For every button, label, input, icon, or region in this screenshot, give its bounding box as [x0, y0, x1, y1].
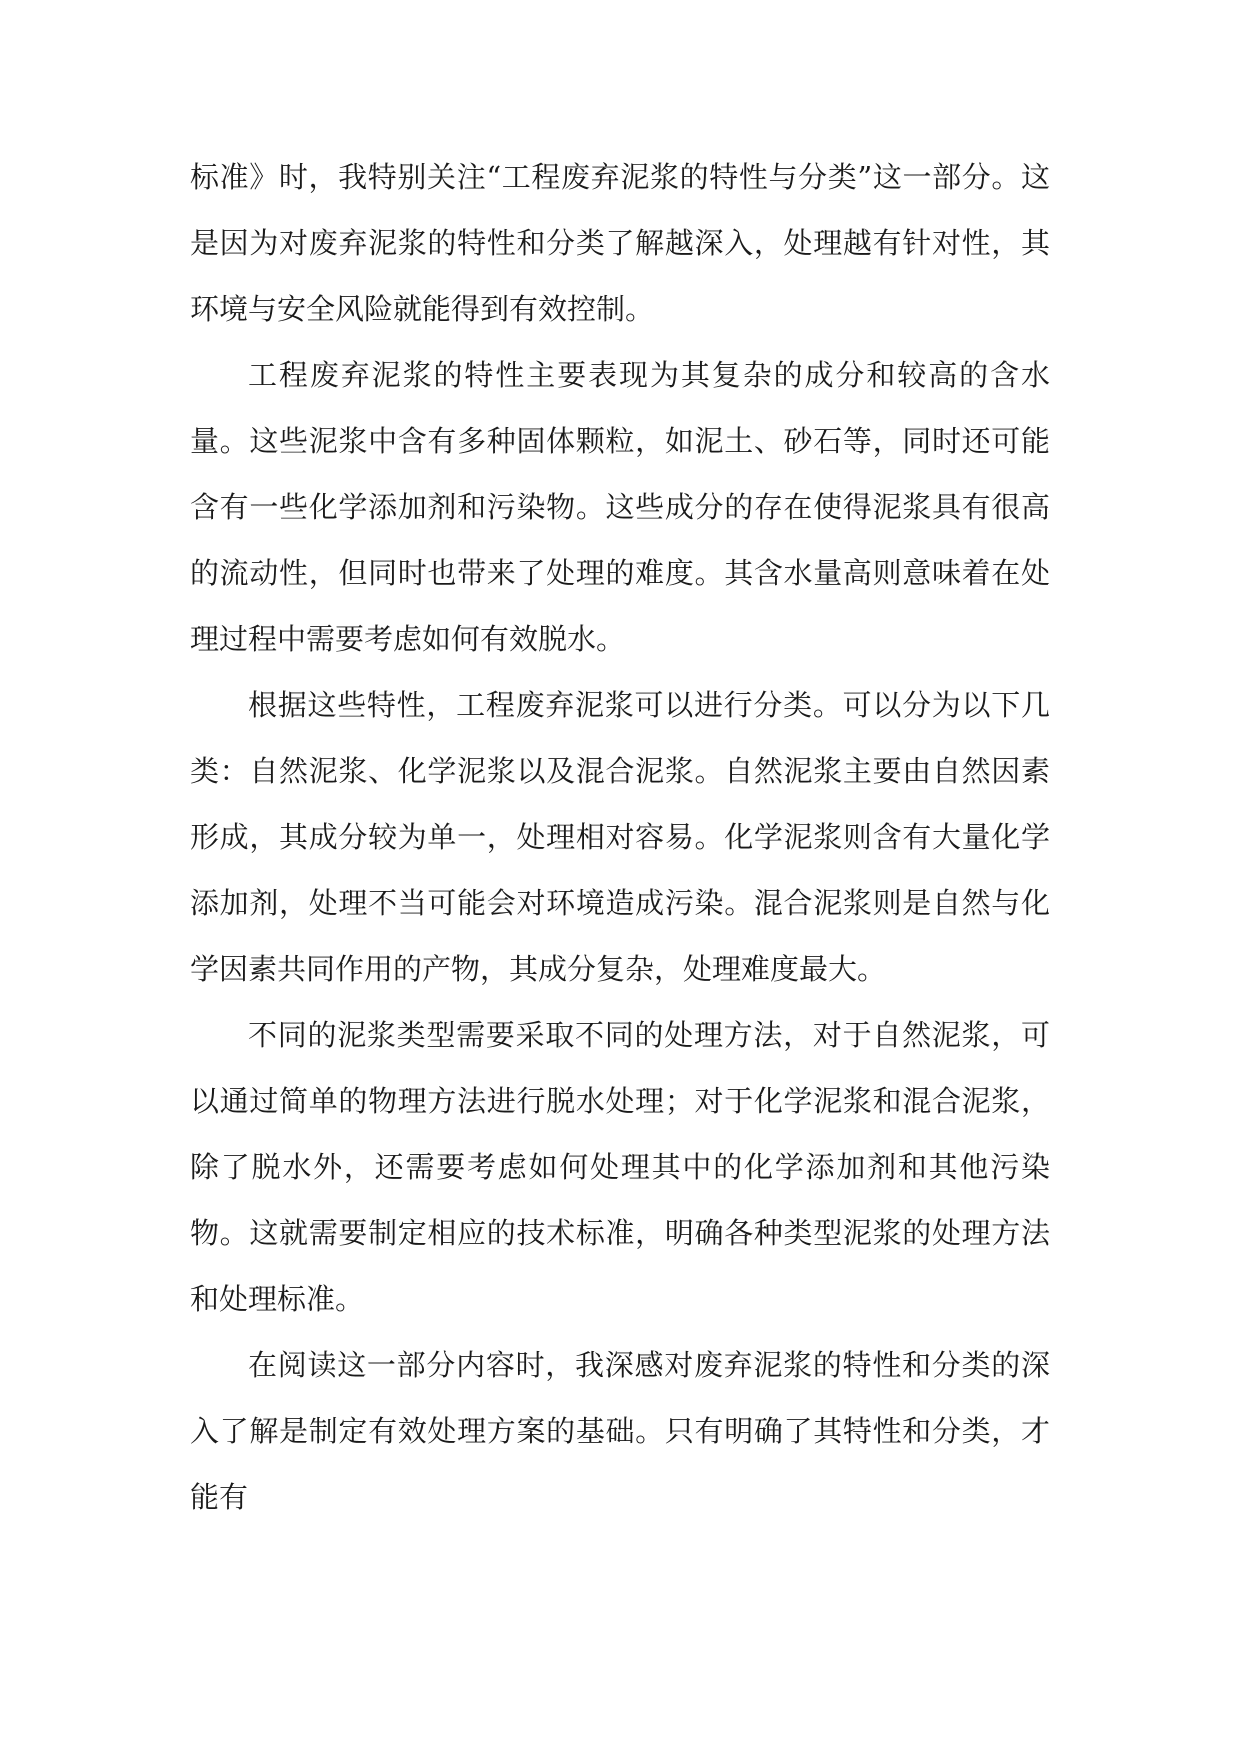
document-body	[190, 144, 1050, 1530]
paragraph-4: 不同的泥浆类型需要采取不同的处理方法，对于自然泥浆，可以通过简单的物理方法进行脱水处理；对于化学泥浆和混合泥浆，除了脱水外，还需要考虑如何处理其中的化学添加剂和其他污染物。这就需要制定相应的技术标准，明确各种类型泥浆的处理方法和处理标准。	[190, 1018, 1050, 1316]
paragraph-3: 根据这些特性，工程废弃泥浆可以进行分类。可以分为以下几类：自然泥浆、化学泥浆以及混合泥浆。自然泥浆主要由自然因素形成，其成分较为单一，处理相对容易。化学泥浆则含有大量化学添加剂，处理不当可能会对环境造成污染。混合泥浆则是自然与化学因素共同作用的产物，其成分复杂，处理难度最大。	[190, 688, 1050, 986]
paragraph-5: 在阅读这一部分内容时，我深感对废弃泥浆的特性和分类的深入了解是制定有效处理方案的基础。只有明确了其特性和分类，才能有	[190, 1348, 1050, 1514]
paragraph-2: 工程废弃泥浆的特性主要表现为其复杂的成分和较高的含水量。这些泥浆中含有多种固体颗粒，如泥土、砂石等，同时还可能含有一些化学添加剂和污染物。这些成分的存在使得泥浆具有很高的流动性，但同时也带来了处理的难度。其含水量高则意味着在处理过程中需要考虑如何有效脱水。	[190, 358, 1050, 656]
paragraph-1: 标准》时，我特别关注“工程废弃泥浆的特性与分类”这一部分。这是因为对废弃泥浆的特性和分类了解越深入，处理越有针对性，其环境与安全风险就能得到有效控制。	[190, 160, 1050, 326]
